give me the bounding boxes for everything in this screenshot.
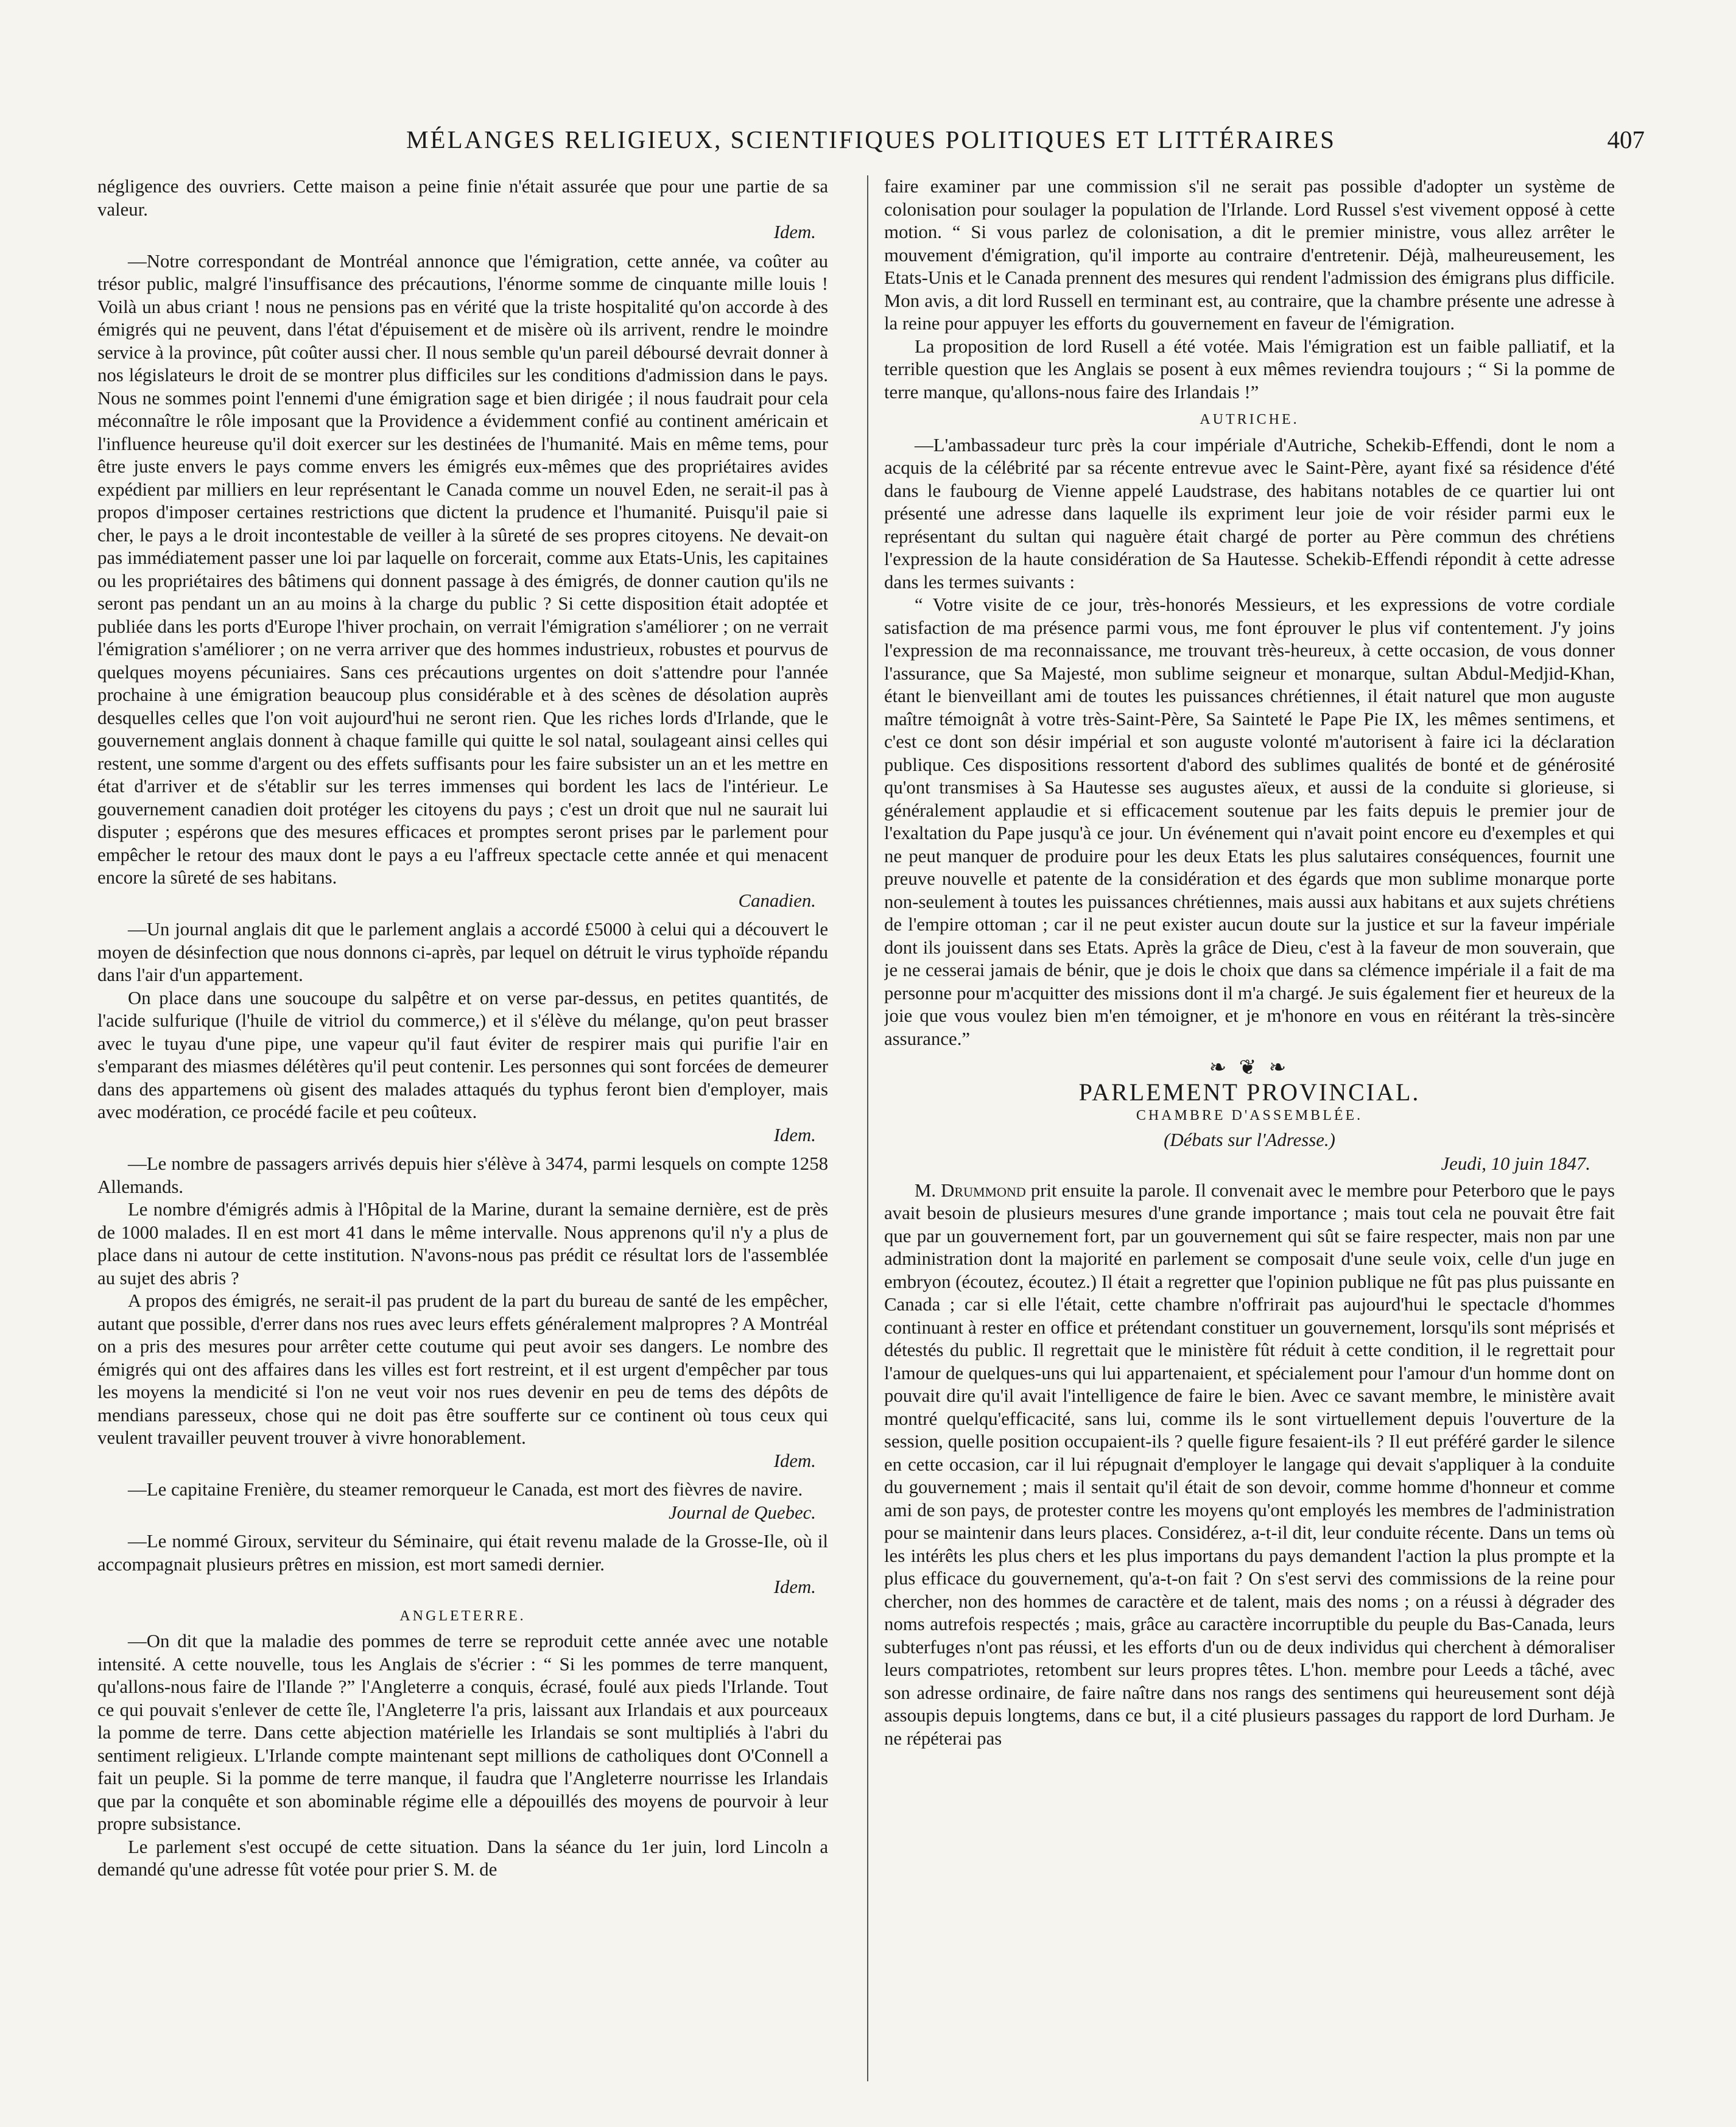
section-title: PARLEMENT PROVINCIAL. xyxy=(1078,1078,1421,1106)
article-paragraph: On place dans une soucoupe du salpêtre et on verse par-dessus, en petites quantités, de l'acide sulfurique (l'huile de vitriol du commerce,) et il s'élève du mélange, qu'on peut brasser avec le tuyau d'une pipe, une vapeur qu'il faut éviter de respirer mais qui purifie l'air en s'emparant des miasmes délétères qu'il peut contenir. Les personnes qui sont forcées de demeurer dans des appartemens où gisent des malades attaqués du typhus feront bien d'employer, mais avec modération, ce procédé facile et peu coûteux. xyxy=(97,987,828,1122)
article-paragraph xyxy=(884,1180,1615,1751)
source-credit: Idem. xyxy=(773,1450,816,1471)
source-credit: Idem. xyxy=(773,222,816,242)
article-paragraph: négligence des ouvriers. Cette maison a peine finie n'était assurée que pour une partie de sa valeur. xyxy=(97,176,828,220)
speaker-name: M. Drummond xyxy=(915,1180,1026,1201)
section-note: (Débats sur l'Adresse.) xyxy=(1164,1129,1335,1150)
article-paragraph: —L'ambassadeur turc près la cour impériale d'Autriche, Schekib-Effendi, dont le nom a acquis de la célébrité par sa récente entrevue avec le Saint-Père, ayant fixé sa résidence d'été dans le faubourg de Vienne appelé Laudstrase, des habitans notables de ce quartier lui ont présenté une adresse dans laquelle ils expriment leur joie de voir résider parmi eux le représentant du sultan qui naguère était chargé de porter au Père commun des chrétiens l'expression de la haute considération de Sa Hautesse. Schekib-Effendi répondit à cette adresse dans les termes suivants : xyxy=(884,434,1615,592)
column-divider xyxy=(867,175,868,2081)
left-column xyxy=(97,175,828,2081)
article-paragraph: A propos des émigrés, ne serait-il pas prudent de la part du bureau de santé de les empêcher, autant que possible, d'errer dans nos rues avec leurs effets généralement malpropres ? A Montréal on a pris des mesures pour arrêter cette coutume qui peut avoir ses dangers. Le nombre des émigrés qui ont des affaires dans les villes est fort restreint, et il est urgent d'empêcher par tous les moyens la mendicité si l'on ne veut voir nos rues devenir en peu de tems des dépôts de mendians paresseux, chose qui ne doit pas être soufferte sur ce continent où tous ceux qui veulent travailler peuvent trouver à vivre honorablement. xyxy=(97,1290,828,1448)
right-column xyxy=(884,175,1615,2081)
source-credit: Idem. xyxy=(773,1577,816,1597)
article-paragraph: —Le nommé Giroux, serviteur du Séminaire, qui était revenu malade de la Grosse-Ile, où il accompagnait plusieurs prêtres en mission, est mort samedi dernier. xyxy=(97,1531,828,1575)
speech-text: prit ensuite la parole. Il convenait avec le membre pour Peterboro que le pays avait besoin de plusieurs mesures d'une grande importance ; mais tout cela ne pouvait être fait que par un gouvernement fort, par un gouvernement qui sût se faire respecter, mais non par une administration dont la majorité en parlement se composait d'une seule voix, celle d'un juge en embryon (écoutez, écoutez.) Il était a regretter que l'opinion publique ne fût pas plus puissante en Canada ; car si elle l'était, cette chambre n'offrirait pas aujourd'hui le spectacle d'hommes continuant à rester en office et prétendant constituer un gouvernement, lorsqu'ils sont méprisés et détestés du public. Il regrettait que le ministère fût réduit à cette condition, il le regrettait pour l'amour de quelques-uns qui lui appartenaient, et spécialement pour l'amour d'un homme dont on pouvait dire qu'il avait l'intelligence de faire le bien. Avec ce savant membre, le ministère avait montré quelqu'efficacité, sans lui, comme ils le sont virtuellement depuis l'ouverture de la session, quelle position occupaient-ils ? quelle figure fesaient-ils ? Il eut préféré garder le silence en cette occasion, car il lui répugnait d'employer le langage qui devait s'appliquer à la conduite du gouvernement ; mais il sentait qu'il était de son devoir, comme homme d'honneur et comme ami de son pays, de protester contre les moyens qu'ont employés les membres de l'administration pour se maintenir dans leurs places. Considérez, a-t-il dit, leur conduite récente. Dans un tems où les intérêts les plus chers et les plus importans du pays demandent l'action la plus prompte et la plus efficace du gouvernement, qu'a-t-on fait ? On s'est servi des commissions de la reine pour chercher, non des hommes de caractère et de talent, mais des noms ; on a réussi à dégrader des noms autrefois respectés ; mais, grâce au caractère incorruptible du peuple du Bas-Canada, leurs subterfuges n'ont pas réussi, et les efforts d'un ou de deux individus qui cherchent à démoraliser leurs compatriotes, retombent sur leurs propres têtes. L'hon. membre pour Leeds a tâché, avec son adresse ordinaire, de faire naître dans nos rangs des sentimens qui heureusement sont déjà assoupis depuis longtems, dans ce but, il a cité plusieurs passages du rapport de lord Durham. Je ne répéterai pas xyxy=(884,1180,1615,1749)
ornament-divider-icon: ❧ ❦ ❧ xyxy=(1209,1056,1290,1079)
page-header xyxy=(97,125,1645,161)
source-credit: Journal de Quebec. xyxy=(668,1502,816,1523)
running-title: MÉLANGES RELIGIEUX, SCIENTIFIQUES POLITIQUES ET LITTÉRAIRES xyxy=(406,125,1336,153)
section-subtitle: CHAMBRE D'ASSEMBLÉE. xyxy=(1136,1108,1363,1123)
article-paragraph: Le nombre d'émigrés admis à l'Hôpital de la Marine, durant la semaine dernière, est de près de 1000 malades. Il en est mort 41 dans le même intervalle. Nous apprenons qu'il n'y a plus de place dans ni autour de cette institution. N'avons-nous pas prédit ce résultat lors de l'assemblée au sujet des abris ? xyxy=(97,1199,828,1289)
dateline: Jeudi, 10 juin 1847. xyxy=(1441,1153,1590,1174)
source-credit: Idem. xyxy=(773,1124,816,1145)
article-paragraph: —On dit que la maladie des pommes de terre se reproduit cette année avec une notable intensité. A cette nouvelle, tous les Anglais de s'écrier : “ Si les pommes de terre manquent, qu'allons-nous faire de l'Ilande ?” l'Angleterre a conquis, écrasé, foulé aux pieds l'Irlande. Tout ce qui pouvait s'enlever de cette île, l'Angleterre l'a pris, laissant aux Irlandais et aux pourceaux la pomme de terre. Dans cette abjection matérielle les Irlandais se sont multipliés à l'abri du sentiment religieux. L'Irlande compte maintenant sept millions de catholiques dont O'Connell a fait un peuple. Si la pomme de terre manque, il faudra que l'Angleterre nourrisse les Irlandais que par la conquête et son abominable régime elle a dépouillés des moyens de pourvoir à leur propre subsistance. xyxy=(97,1631,828,1834)
article-paragraph: —Le nombre de passagers arrivés depuis hier s'élève à 3474, parmi lesquels on compte 1258 Allemands. xyxy=(97,1153,828,1197)
source-credit: Canadien. xyxy=(738,890,816,911)
section-heading: AUTRICHE. xyxy=(1200,412,1299,427)
article-paragraph: Le parlement s'est occupé de cette situation. Dans la séance du 1er juin, lord Lincoln a demandé qu'une adresse fût votée pour prier S. M. de xyxy=(97,1836,828,1880)
page-number: 407 xyxy=(1607,125,1645,153)
section-heading: ANGLETERRE. xyxy=(399,1608,526,1624)
article-paragraph: La proposition de lord Rusell a été votée. Mais l'émigration est un faible palliatif, et la terrible question que les Anglais se posent à eux mêmes reviendra toujours ; “ Si la pomme de terre manque, qu'allons-nous faire des Irlandais !” xyxy=(884,336,1615,403)
article-paragraph: “ Votre visite de ce jour, très-honorés Messieurs, et les expressions de votre cordiale satisfaction de ma présence parmi vous, me font éprouver le plus vif contentement. J'y joins l'expression de ma reconnaissance, me trouvant très-heureux, à cette occasion, de vous donner l'assurance, que Sa Majesté, mon sublime seigneur et monarque, sultan Abdul-Medjid-Khan, étant le bienveillant ami de toutes les puissances chrétiennes, il était naturel que mon auguste maître témoignât à votre très-Saint-Père, Sa Sainteté le Pape Pie IX, les mêmes sentimens, et c'est ce dont son désir impérial et son auguste volonté m'autorisent à faire ici la déclaration publique. Ces dispositions ressortent d'abord des sublimes qualités de bonté et de générosité qu'ont transmises à Sa Hautesse ses augustes aïeux, et aussi de la conduite si glorieuse, si généralement applaudie et si efficacement soutenue par les faits depuis le premier jour de l'exaltation du Pape jusqu'à ce jour. Un événement qui n'avait point encore eu d'exemples et qui ne peut manquer de produire pour les deux Etats les plus salutaires conséquences, fournit une preuve nouvelle et patente de la considération et des égards que mon sublime monarque porte non-seulement à toutes les puissances chrétiennes, mais aussi aux habitans et aux sujets chrétiens de l'empire ottoman ; car il ne peut exister aucun doute sur la justice et sur la faveur impériale dont ils jouissent dans ses Etats. Après la grâce de Dieu, c'est à la faveur de mon souverain, que je ne cesserai jamais de bénir, que je dois le choix que dans sa clémence impériale il a fait de ma personne pour m'acquitter des missions dont il m'a chargé. Je suis également fier et heureux de la joie que vous voulez bien m'en témoigner, et je m'honore en vous en réitérant la très-sincère assurance.” xyxy=(884,594,1615,1049)
article-paragraph: —Le capitaine Frenière, du steamer remorqueur le Canada, est mort des fièvres de navire. xyxy=(128,1479,803,1500)
article-paragraph: —Un journal anglais dit que le parlement anglais a accordé £5000 à celui qui a découvert le moyen de désinfection que nous donnons ci-après, par lequel on détruit le virus typhoïde répandu dans l'air d'un appartement. xyxy=(97,919,828,985)
article-paragraph: —Notre correspondant de Montréal annonce que l'émigration, cette année, va coûter au trésor public, malgré l'insuffisance des précautions, l'énorme somme de cinquante mille louis ! Voilà un abus criant ! nous ne pensions pas en vérité que la triste hospitalité qu'on accorde à des émigrés qui ne peuvent, dans l'état d'épuisement et de misère où ils arrivent, rendre le moindre service à la province, pût coûter aussi cher. Il nous semble qu'un pareil déboursé devrait donner à nos législateurs le droit de se montrer plus difficiles sur les conditions d'admission dans le pays. Nous ne sommes point l'ennemi d'une émigration sage et bien dirigée ; il nous faudrait pour cela méconnaître le rôle imposant que la Providence a évidemment confié au continent américain et l'influence heureuse qu'il doit exercer sur les destinées de l'humanité. Mais en même tems, pour être juste envers le pays comme envers les émigrés eux-mêmes que des propriétaires avides expédient par milliers en leur représentant le Canada comme un nouvel Eden, ne serait-il pas à propos d'imposer certaines restrictions que dictent la prudence et l'humanité. Puisqu'il paie si cher, le pays a le droit incontestable de veiller à la sûreté de ses propres citoyens. Ne devait-on pas immédiatement passer une loi par laquelle on forcerait, comme aux Etats-Unis, les capitaines ou les propriétaires des bâtimens qui donnent passage à des émigrés, de donner caution qu'ils ne seront pas pendant un an au moins à la charge du public ? Si cette disposition était adoptée et publiée dans les ports d'Europe l'hiver prochain, on verrait l'émigration s'améliorer ; on ne verrait l'émigration s'améliorer ; on ne verra arriver que des hommes industrieux, robustes et pourvus de quelques moyens pécuniaires. Sans ces précautions urgentes on doit s'attendre pour l'année prochaine à une émigration beaucoup plus considérable et à des scènes de désolation auprès desquelles celles que l'on voit aujourd'hui ne seront rien. Que les riches lords d'Irlande, que le gouvernement anglais donnent à chaque famille qui quitte le sol natal, soulageant ainsi celles qui restent, une somme d'argent ou des effets suffisants pour les faire subsister un an et les mettre en état d'arriver et de s'établir sur les terres immenses qui bordent les lacs de l'intérieur. Le gouvernement canadien doit protéger les citoyens du pays ; c'est un droit que nul ne saurait lui disputer ; espérons que des mesures efficaces et promptes seront prises par le parlement pour empêcher le retour des maux dont le pays a eu l'affreux spectacle cette année et qui menacent encore la sûreté de ses habitans. xyxy=(97,250,828,888)
article-paragraph: faire examiner par une commission s'il ne serait pas possible d'adopter un système de colonisation pour soulager la population de l'Irlande. Lord Russel s'est vivement opposé à cette motion. “ Si vous parlez de colonisation, a dit le premier ministre, vous allez arrêter le mouvement d'émigration, qu'il importe au contraire d'entretenir. Déjà, malheureusement, les Etats-Unis et le Canada prennent des mesures qui rendent l'admission des émigrans plus difficile. Mon avis, a dit lord Russell en terminant est, au contraire, que la chambre présente une adresse à la reine pour appuyer les efforts du gouvernement en faveur de l'émigration. xyxy=(884,176,1615,334)
